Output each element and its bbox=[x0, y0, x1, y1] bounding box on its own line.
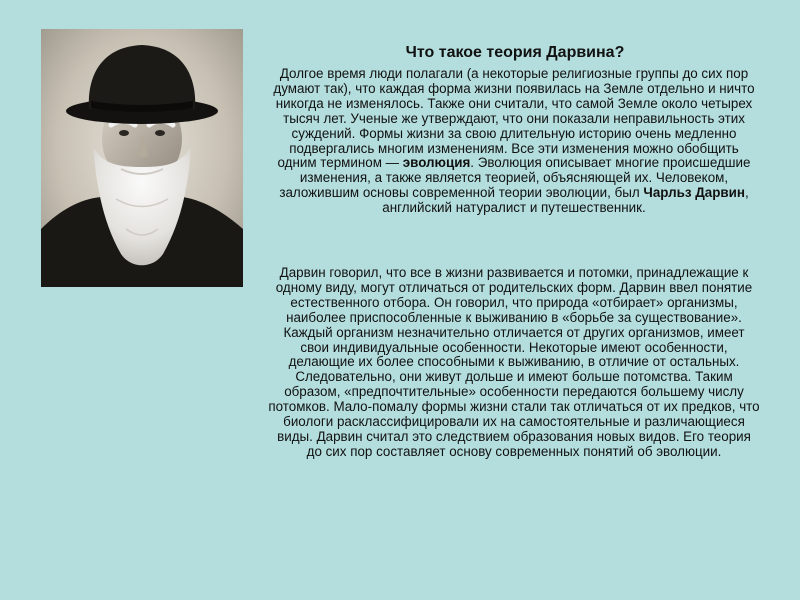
paragraph-natural-selection: Дарвин говорил, что все в жизни развивается и потомки, принадлежащие к одному виду, могут отличаться от родительских форм. Дарвин ввел понятие естественного отбора. Он говорил, что природа «отбирает» организмы, наиболее приспособленные к выживанию в «борьбе за существование». Каждый организм незначительно отличается от других организмов, имеет свои индивидуальные особенности. Некоторые имеют особенности, делающие их более способными к выживанию, в отличие от остальных. Следовательно, они живут дольше и имеют больше потомства. Таким образом, «предпочтительные» особенности передаются большему числу потомков. Мало-помалу формы жизни стали так отличаться от их предков, что биологи расклассифицировали их на самостоятельные и различающиеся виды. Дарвин считал это следствием образования новых видов. Его теория до сих пор составляет основу современных понятий об эволюции. bbox=[268, 265, 760, 459]
name-darwin: Чарльз Дарвин bbox=[643, 185, 745, 201]
portrait-image bbox=[41, 29, 243, 287]
paragraph-intro-part1: Долгое время люди полагали (а некоторые религиозные группы до сих пор думают так), что каждая форма жизни появилась на Земле отдельно и ничто никогда не изменялось. Также они считали, что самой Земле около четырех тысяч лет. Ученые же утверждают, что они показали неправильность этих суждений. Формы жизни за свою длительную историю очень медленно подвергались многим изменениям. Все эти изменения можно обобщить одним термином — bbox=[273, 66, 755, 171]
paragraph-intro-part2: . Эволюция описывает многие происшедшие изменения, а также является теорией, объясняющей их. Человеком, заложившим основы современной теории эволюции, был bbox=[279, 155, 751, 201]
paragraph-intro bbox=[270, 67, 758, 216]
paragraph-intro-part3: , английский натуралист и путешественник. bbox=[382, 185, 749, 216]
term-evolution: эволюция bbox=[402, 155, 471, 171]
page-title: Что такое теория Дарвина? bbox=[405, 44, 625, 61]
darwin-portrait bbox=[41, 29, 243, 287]
